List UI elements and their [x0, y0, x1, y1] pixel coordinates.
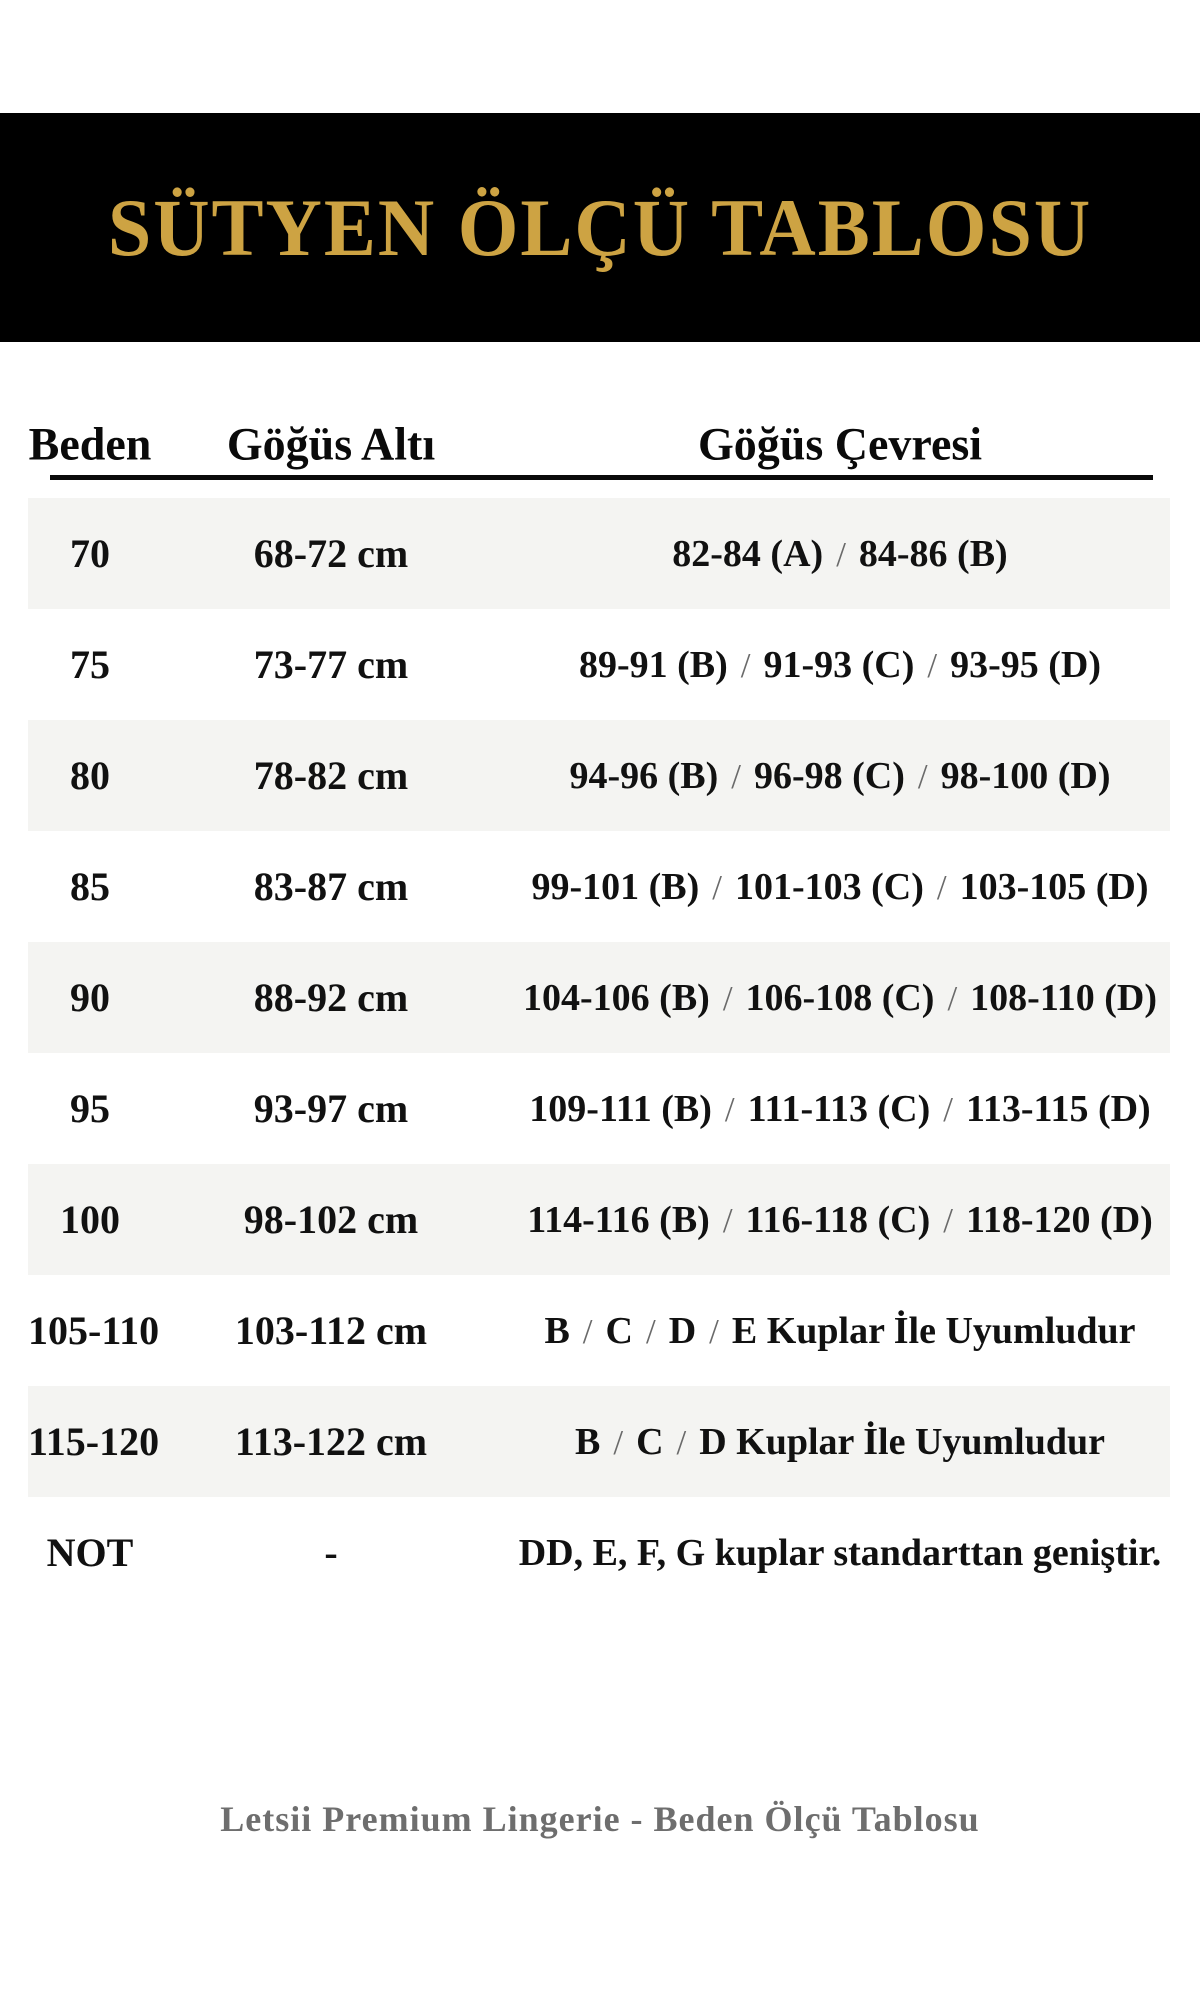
slash-separator: /: [740, 645, 751, 685]
bust-cell: 114-116 (B) / 116-118 (C) / 118-120 (D): [527, 1198, 1153, 1241]
size-cell: 95: [70, 1086, 110, 1131]
size-cell: 75: [70, 642, 110, 687]
underbust-cell: 68-72 cm: [253, 531, 409, 576]
slash-separator: /: [709, 1311, 719, 1351]
table-row: [28, 1164, 1170, 1275]
underbust-cell: 78-82 cm: [253, 753, 409, 798]
table-row: [28, 942, 1170, 1053]
slash-separator: /: [836, 534, 846, 574]
slash-separator: /: [943, 1200, 953, 1240]
size-cell: 100: [60, 1197, 120, 1242]
bust-cell: 94-96 (B) / 96-98 (C) / 98-100 (D): [569, 754, 1111, 797]
table-row: [28, 498, 1170, 609]
size-table-header: [28, 414, 1170, 472]
underbust-cell: 73-77 cm: [253, 642, 409, 687]
slash-separator: /: [927, 645, 938, 685]
underbust-cell: -: [324, 1530, 338, 1575]
footer-caption: Letsii Premium Lingerie - Beden Ölçü Tablosu: [220, 1799, 980, 1839]
slash-separator: /: [582, 1311, 593, 1351]
underbust-cell: 103-112 cm: [234, 1308, 428, 1353]
slash-separator: /: [722, 978, 733, 1018]
bust-cell: B / C / D Kuplar İle Uyumludur: [574, 1420, 1106, 1463]
underbust-cell: 93-97 cm: [253, 1086, 409, 1131]
bust-cell: DD, E, F, G kuplar standarttan geniştir.: [518, 1531, 1162, 1574]
column-header-beden: Beden: [28, 416, 152, 470]
page-title: SÜTYEN ÖLÇÜ TABLOSU: [107, 181, 1093, 273]
slash-separator: /: [943, 1089, 953, 1129]
bust-cell: 104-106 (B) / 106-108 (C) / 108-110 (D): [523, 976, 1157, 1019]
slash-separator: /: [712, 867, 722, 907]
size-cell: 105-110: [28, 1308, 160, 1353]
slash-separator: /: [613, 1422, 624, 1462]
bust-cell: 99-101 (B) / 101-103 (C) / 103-105 (D): [531, 865, 1149, 908]
column-header-gogus-alti: Göğüs Altı: [226, 416, 436, 470]
slash-separator: /: [722, 1200, 733, 1240]
brand-banner: [0, 113, 1200, 342]
slash-separator: /: [947, 978, 958, 1018]
slash-separator: /: [936, 867, 947, 907]
table-row: [28, 1497, 1170, 1608]
bust-cell: 89-91 (B) / 91-93 (C) / 93-95 (D): [578, 643, 1102, 686]
slash-separator: /: [731, 756, 741, 796]
header-divider: [50, 475, 1153, 480]
size-cell: 70: [70, 531, 110, 576]
size-cell: 115-120: [28, 1419, 160, 1464]
table-row: [28, 720, 1170, 831]
bust-cell: B / C / D / E Kuplar İle Uyumludur: [544, 1309, 1136, 1352]
bust-cell: 109-111 (B) / 111-113 (C) / 113-115 (D): [529, 1087, 1151, 1130]
slash-separator: /: [645, 1311, 656, 1351]
table-row: [28, 1053, 1170, 1164]
underbust-cell: 98-102 cm: [243, 1197, 419, 1242]
underbust-cell: 113-122 cm: [234, 1419, 428, 1464]
column-header-gogus-cevresi: Göğüs Çevresi: [697, 416, 983, 470]
table-row: [28, 831, 1170, 942]
underbust-cell: 83-87 cm: [253, 864, 409, 909]
slash-separator: /: [676, 1422, 687, 1462]
size-cell: 90: [70, 975, 110, 1020]
slash-separator: /: [724, 1089, 735, 1129]
size-cell: 85: [70, 864, 110, 909]
bust-cell: 82-84 (A) / 84-86 (B): [672, 532, 1008, 575]
slash-separator: /: [917, 756, 928, 796]
table-row: [28, 1386, 1170, 1497]
size-cell: 80: [70, 753, 110, 798]
table-row: [28, 1275, 1170, 1386]
table-row: [28, 609, 1170, 720]
size-cell: NOT: [46, 1530, 134, 1575]
size-table-body: [28, 498, 1170, 1608]
underbust-cell: 88-92 cm: [253, 975, 409, 1020]
